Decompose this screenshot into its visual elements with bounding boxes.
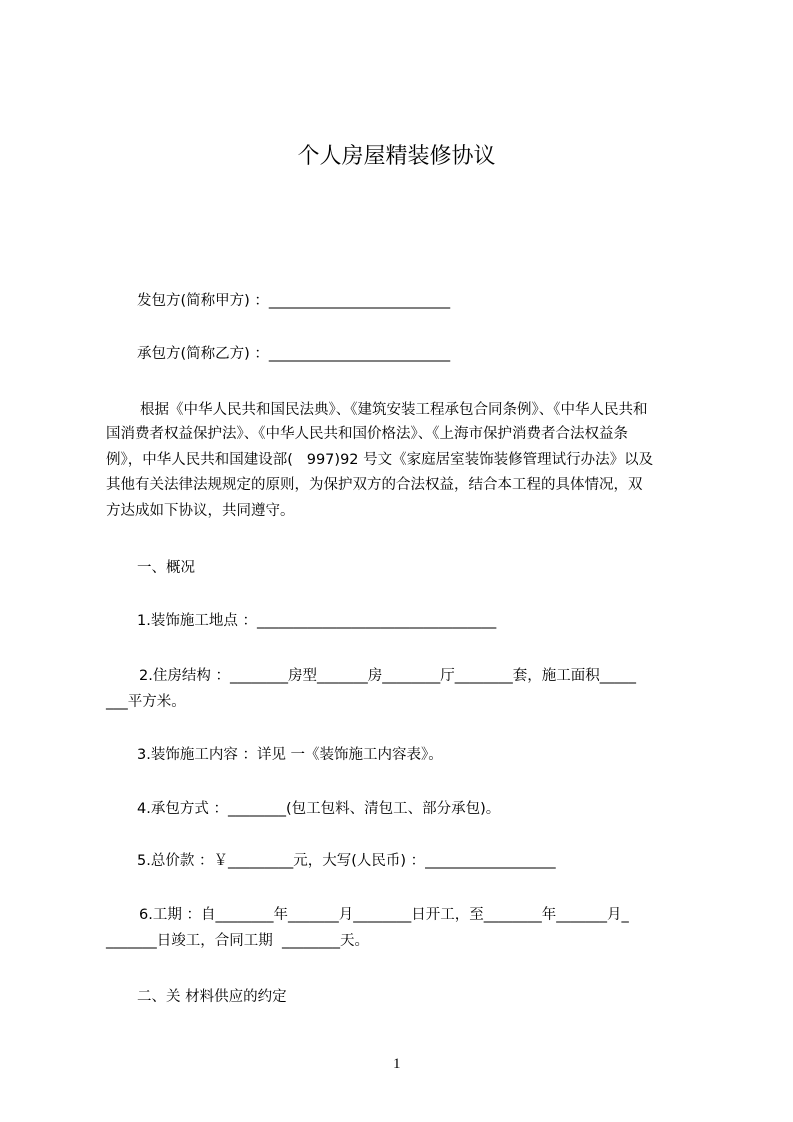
page-number: 1 bbox=[393, 1056, 401, 1072]
section-heading-materials: 二、关 材料供应的约定 bbox=[137, 989, 287, 1005]
item-content: 3.装饰施工内容 ：详见 一《装饰施工内容表》。 bbox=[137, 747, 443, 763]
item-total-price: 5.总价款 ：￥_________元，大写(人民币) ：__________________ bbox=[137, 853, 556, 869]
item-schedule: 6.工期 ：自________年_______月________日开工，至________年_______月_ bbox=[139, 907, 629, 923]
party-b-line: 承包方(简称乙方) ：_________________________ bbox=[137, 346, 451, 362]
item-structure: 2.住房结构 ：________房型_______房________厅________套，施工面积_____ bbox=[139, 668, 636, 684]
item-schedule-cont: _______日竣工，合同工期 ________天。 bbox=[106, 933, 369, 949]
document-title: 个人房屋精装修协议 bbox=[297, 144, 496, 169]
section-heading-overview: 一、概况 bbox=[137, 560, 195, 576]
preamble-line: 方达成如下协议，共同遵守。 bbox=[106, 503, 295, 519]
item-structure-cont: ___平方米。 bbox=[106, 694, 186, 710]
item-contract-mode: 4.承包方式 ：________(包工包料、清包工、部分承包)。 bbox=[137, 801, 501, 817]
preamble-line: 其他有关法律法规规定的原则，为保护双方的合法权益，结合本工程的具体情况，双 bbox=[106, 477, 643, 493]
preamble-line: 根据《中华人民共和国民法典》、《建筑安装工程承包合同条例》、《中华人民共和 bbox=[140, 402, 648, 418]
preamble-line: 国消费者权益保护法》、《中华人民共和国价格法》、《上海市保护消费者合法权益条 bbox=[106, 426, 628, 442]
preamble-line: 例》，中华人民共和国建设部( 997)92 号文《家庭居室装饰装修管理试行办法》以及 bbox=[106, 452, 654, 468]
party-a-line: 发包方(简称甲方) ：_________________________ bbox=[137, 293, 451, 309]
item-location: 1.装饰施工地点 ：_________________________________ bbox=[137, 613, 497, 629]
